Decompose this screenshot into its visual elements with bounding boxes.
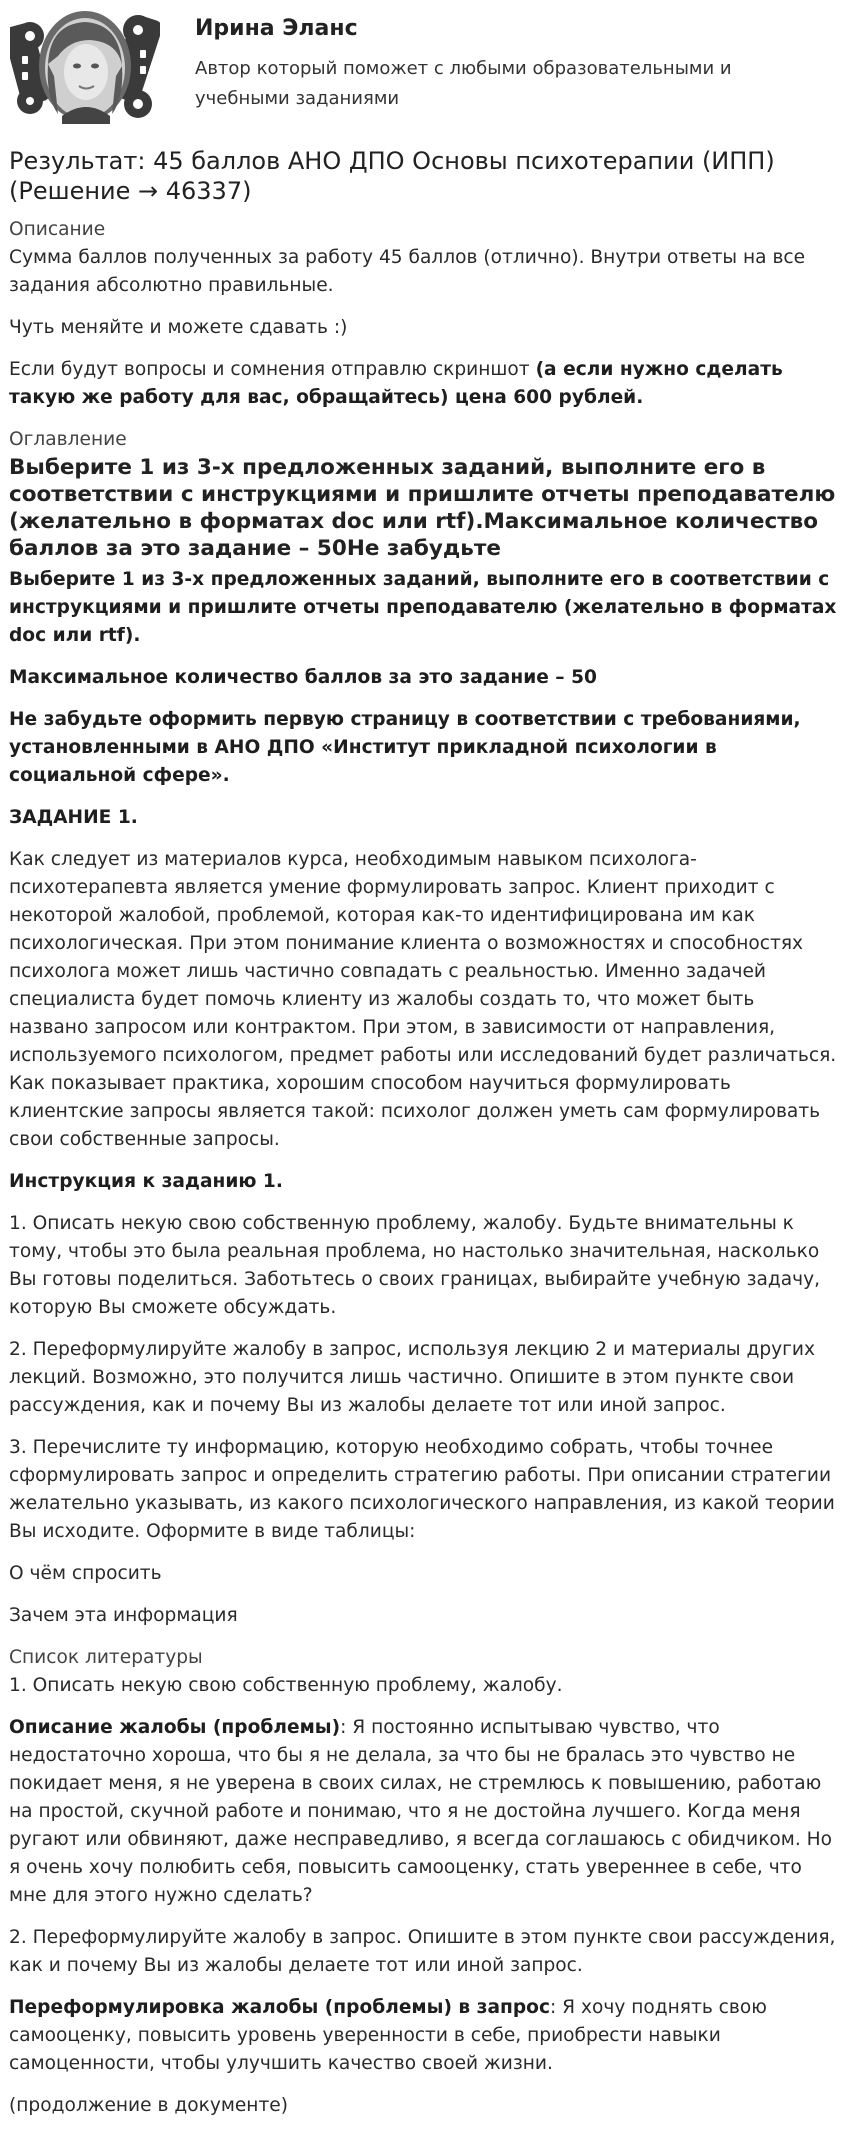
- task-heading: ЗАДАНИЕ 1.: [9, 807, 138, 828]
- complaint-text: : Я постоянно испытываю чувство, что недостаточно хороша, что бы я не делала, за что бы не бралась это чувство не покидает меня, я не уверена в своих силах, не стремлюсь к повышению, работаю на простой, скучной работе и понимаю, что я не достойна лучшего. Когда меня ругают или обвиняют, даже несправедливо, я всегда соглашаюсь с обидчиком. Но я очень хочу полюбить себя, повысить самооценку, стать увереннее в себе, что мне для этого нужно сделать?: [9, 1717, 833, 1906]
- instruction-paragraph-1: [9, 566, 837, 650]
- offer-paragraph: [9, 356, 837, 412]
- complaint-paragraph: [9, 1714, 837, 1910]
- instruction-heading: Инструкция к заданию 1.: [9, 1171, 283, 1192]
- page-title: Результат: 45 баллов АНО ДПО Основы психотерапии (ИПП) (Решение → 46337): [9, 147, 775, 205]
- note-text: Чуть меняйте и можете сдавать :): [9, 317, 348, 338]
- task-heading-paragraph: [9, 804, 837, 832]
- complaint-label: Описание жалобы (проблемы): [9, 1717, 341, 1738]
- reform-label: Переформулировка жалобы (проблемы) в запрос: [9, 1997, 550, 2018]
- toc-heading[interactable]: Выберите 1 из 3-х предложенных заданий, выполните его в соответствии с инструкциями и пришлите отчеты преподавателю (желательно в форматах doc или rtf).Максимальное количество баллов за это задание – 50Не забудьте: [9, 455, 836, 561]
- step-3: 3. Перечислите ту информацию, которую необходимо собрать, чтобы точнее сформулировать запрос и определить стратегию работы. При описании стратегии желательно указывать, из какого психологического направления, из какой теории Вы исходите. Оформите в виде таблицы:: [9, 1437, 835, 1542]
- author-card: [10, 6, 840, 126]
- description-text: Сумма баллов полученных за работу 45 баллов (отлично). Внутри ответы на все задания абсолютно правильные.: [9, 247, 806, 296]
- author-name[interactable]: Ирина Эланс: [195, 16, 358, 41]
- continuation-note: (продолжение в документе): [9, 2095, 288, 2116]
- task-text: Как следует из материалов курса, необходимым навыком психолога-психотерапевта является умение формулировать запрос. Клиент приходит с некоторой жалобой, проблемой, которая как-то идентифицирована им как психологическая. При этом понимание клиента о возможностях и способностях психолога может лишь частично совпадать с реальностью. Именно задачей специалиста будет помочь клиенту из жалобы создать то, что может быть названо запросом или контрактом. При этом, в зависимости от направления, используемого психологом, предмет работы или исследований будет различаться. Как показывает практика, хорошим способом научиться формулировать клиентские запросы является такой: психолог должен уметь сам формулировать свои собственные запросы.: [9, 849, 837, 1150]
- description-label: Описание: [9, 219, 106, 240]
- offer-price: (а если нужно сделать такую же работу для вас, обращайтесь) цена 600 рублей.: [9, 359, 783, 408]
- reform-paragraph: [9, 1994, 837, 2078]
- table-column-1: О чём спросить: [9, 1563, 162, 1584]
- toc-label: Оглавление: [9, 429, 127, 450]
- instruction-1: Выберите 1 из 3-х предложенных заданий, выполните его в соответствии с инструкциями и пришлите отчеты преподавателю (желательно в форматах doc или rtf).: [9, 569, 837, 646]
- instruction-paragraph-2: [9, 664, 837, 692]
- reform-text: : Я хочу поднять свою самооценку, повысить уровень уверенности в себе, приобрести навыки самоценности, чтобы улучшить качество своей жизни.: [9, 1997, 767, 2074]
- references-label: Список литературы: [9, 1647, 203, 1668]
- instruction-3: Не забудьте оформить первую страницу в соответствии с требованиями, установленными в АНО ДПО «Институт прикладной психологии в социальной сфере».: [9, 709, 801, 786]
- answer-step-1: 1. Описать некую свою собственную проблему, жалобу.: [9, 1675, 563, 1696]
- author-description: Автор который поможет с любыми образовательными и учебными заданиями: [195, 58, 732, 109]
- answer-step-2: 2. Переформулируйте жалобу в запрос. Опишите в этом пункте свои рассуждения, как и почему Вы из жалобы делаете тот или иной запрос.: [9, 1927, 836, 1976]
- step-2: 2. Переформулируйте жалобу в запрос, используя лекцию 2 и материалы других лекций. Возможно, это получится лишь частично. Опишите в этом пункте свои рассуждения, как и почему Вы из жалобы делаете тот или иной запрос.: [9, 1339, 816, 1416]
- table-column-2: Зачем эта информация: [9, 1605, 238, 1626]
- instruction-2: Максимальное количество баллов за это задание – 50: [9, 667, 597, 688]
- avatar[interactable]: [10, 6, 160, 126]
- step-1: 1. Описать некую свою собственную проблему, жалобу. Будьте внимательны к тому, чтобы это была реальная проблема, но настолько значительная, насколько Вы готовы поделиться. Заботьтесь о своих границах, выбирайте учебную задачу, которую Вы сможете обсуждать.: [9, 1213, 820, 1318]
- document-content: [9, 146, 837, 2134]
- offer-text: Если будут вопросы и сомнения отправлю скриншот: [9, 359, 536, 380]
- instruction-heading-paragraph: [9, 1168, 837, 1196]
- instruction-paragraph-3: [9, 706, 837, 790]
